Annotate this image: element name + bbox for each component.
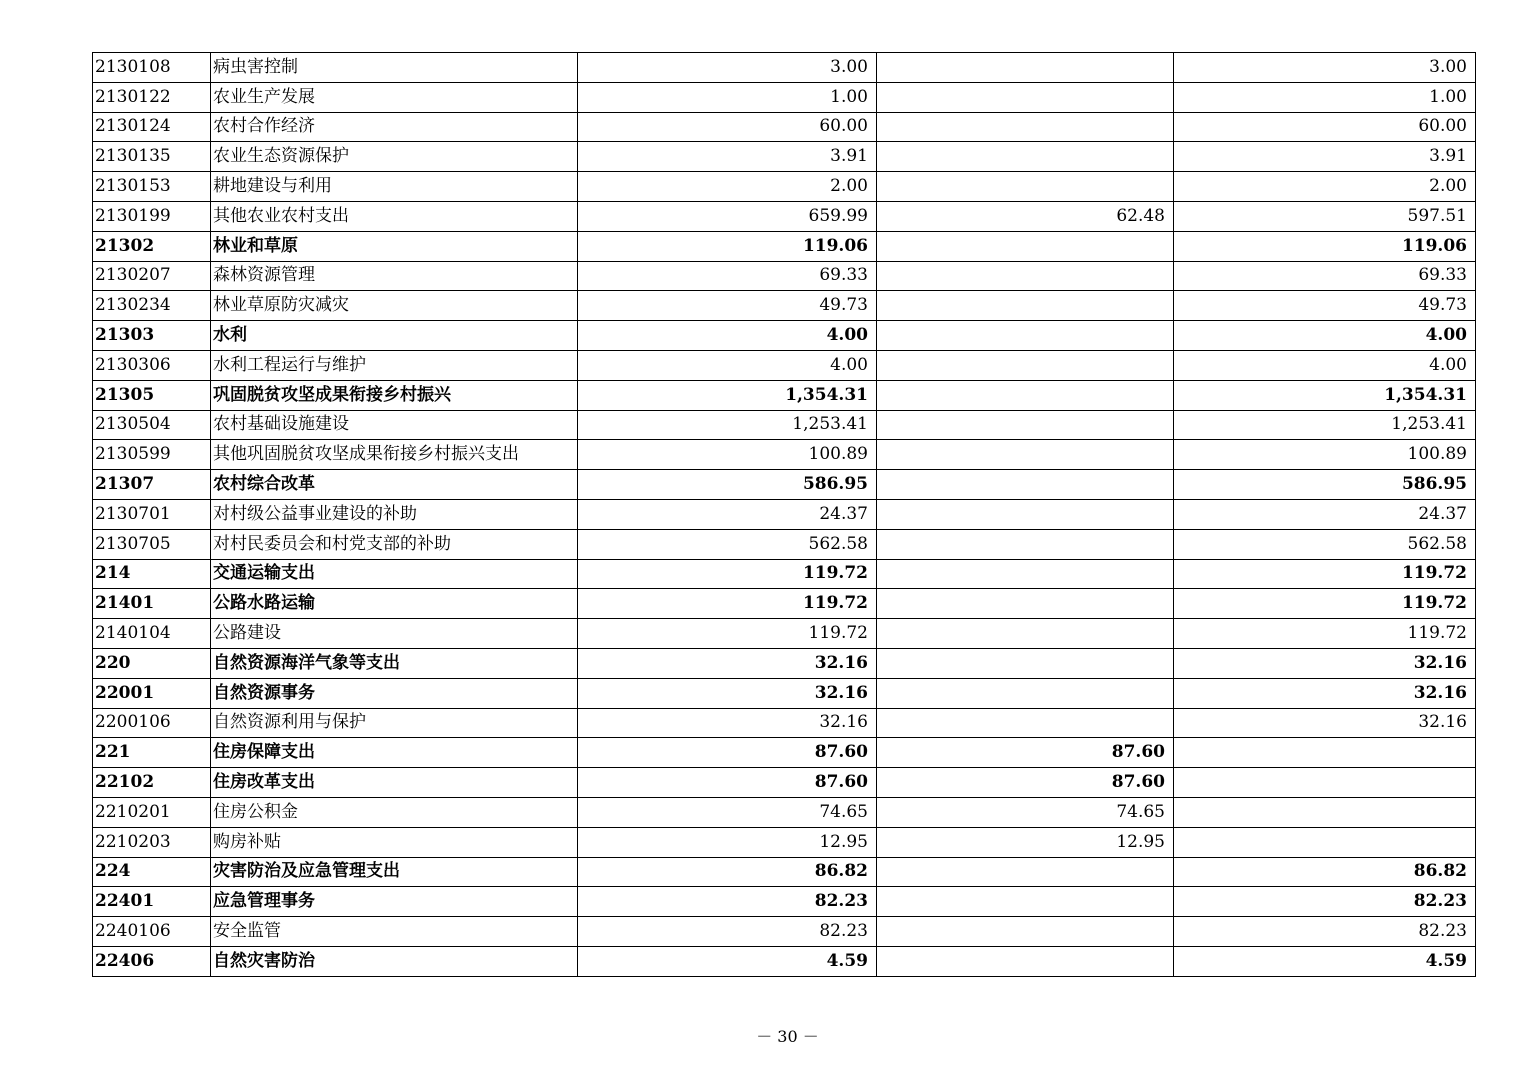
cell-project: 4.59 (1174, 946, 1476, 976)
table-row (93, 827, 1476, 857)
cell-basic (877, 857, 1174, 887)
cell-code: 22102 (93, 768, 211, 798)
cell-total: 49.73 (578, 291, 877, 321)
table-row (93, 321, 1476, 351)
cell-project: 86.82 (1174, 857, 1476, 887)
cell-total: 1,253.41 (578, 410, 877, 440)
cell-code: 2130207 (93, 261, 211, 291)
cell-code: 2130108 (93, 53, 211, 83)
cell-total: 3.00 (578, 53, 877, 83)
cell-name: 水利工程运行与维护 (211, 350, 578, 380)
cell-name: 住房公积金 (211, 797, 578, 827)
cell-project: 24.37 (1174, 499, 1476, 529)
cell-name: 自然资源事务 (211, 678, 578, 708)
cell-total: 1,354.31 (578, 380, 877, 410)
table-row (93, 82, 1476, 112)
cell-project: 60.00 (1174, 112, 1476, 142)
cell-basic (877, 499, 1174, 529)
table-row (93, 410, 1476, 440)
table-row (93, 112, 1476, 142)
cell-project (1174, 768, 1476, 798)
cell-name: 农村合作经济 (211, 112, 578, 142)
cell-name: 对村民委员会和村党支部的补助 (211, 529, 578, 559)
cell-project: 82.23 (1174, 887, 1476, 917)
cell-code: 220 (93, 648, 211, 678)
table-row (93, 470, 1476, 500)
cell-name: 农业生产发展 (211, 82, 578, 112)
cell-basic (877, 321, 1174, 351)
cell-basic (877, 112, 1174, 142)
cell-project: 32.16 (1174, 708, 1476, 738)
table-row (93, 440, 1476, 470)
table-row (93, 172, 1476, 202)
cell-code: 2200106 (93, 708, 211, 738)
page-number: － 30 － (756, 1027, 819, 1046)
cell-total: 12.95 (578, 827, 877, 857)
cell-basic (877, 648, 1174, 678)
cell-name: 病虫害控制 (211, 53, 578, 83)
cell-basic (877, 589, 1174, 619)
cell-name: 水利 (211, 321, 578, 351)
table-row (93, 768, 1476, 798)
cell-code: 21307 (93, 470, 211, 500)
cell-total: 82.23 (578, 887, 877, 917)
cell-code: 22001 (93, 678, 211, 708)
table-row (93, 291, 1476, 321)
cell-name: 林业草原防灾减灾 (211, 291, 578, 321)
cell-basic: 74.65 (877, 797, 1174, 827)
table-row (93, 231, 1476, 261)
cell-code: 2130153 (93, 172, 211, 202)
cell-code: 221 (93, 738, 211, 768)
table-row (93, 589, 1476, 619)
table-row (93, 619, 1476, 649)
cell-total: 87.60 (578, 738, 877, 768)
cell-name: 对村级公益事业建设的补助 (211, 499, 578, 529)
cell-code: 2130199 (93, 201, 211, 231)
table-row (93, 499, 1476, 529)
cell-project: 562.58 (1174, 529, 1476, 559)
cell-project: 119.06 (1174, 231, 1476, 261)
cell-total: 60.00 (578, 112, 877, 142)
cell-name: 农业生态资源保护 (211, 142, 578, 172)
cell-name: 住房保障支出 (211, 738, 578, 768)
cell-basic (877, 291, 1174, 321)
table-row (93, 887, 1476, 917)
table-row (93, 738, 1476, 768)
cell-total: 562.58 (578, 529, 877, 559)
cell-total: 74.65 (578, 797, 877, 827)
cell-code: 2130124 (93, 112, 211, 142)
cell-code: 2130599 (93, 440, 211, 470)
cell-code: 2210203 (93, 827, 211, 857)
cell-code: 2130701 (93, 499, 211, 529)
cell-name: 自然资源利用与保护 (211, 708, 578, 738)
cell-total: 4.00 (578, 321, 877, 351)
cell-code: 2240106 (93, 917, 211, 947)
cell-basic (877, 440, 1174, 470)
cell-total: 87.60 (578, 768, 877, 798)
cell-name: 其他巩固脱贫攻坚成果衔接乡村振兴支出 (211, 440, 578, 470)
cell-project: 119.72 (1174, 619, 1476, 649)
cell-project: 49.73 (1174, 291, 1476, 321)
cell-total: 4.59 (578, 946, 877, 976)
cell-code: 22406 (93, 946, 211, 976)
table-row (93, 201, 1476, 231)
cell-code: 2130135 (93, 142, 211, 172)
cell-code: 2130234 (93, 291, 211, 321)
cell-code: 21305 (93, 380, 211, 410)
cell-name: 交通运输支出 (211, 559, 578, 589)
cell-project: 4.00 (1174, 350, 1476, 380)
cell-total: 100.89 (578, 440, 877, 470)
cell-project (1174, 797, 1476, 827)
cell-project (1174, 738, 1476, 768)
cell-total: 86.82 (578, 857, 877, 887)
cell-name: 公路建设 (211, 619, 578, 649)
cell-total: 32.16 (578, 678, 877, 708)
cell-total: 119.72 (578, 619, 877, 649)
cell-name: 耕地建设与利用 (211, 172, 578, 202)
cell-total: 586.95 (578, 470, 877, 500)
cell-project: 69.33 (1174, 261, 1476, 291)
cell-basic: 87.60 (877, 768, 1174, 798)
cell-project: 597.51 (1174, 201, 1476, 231)
cell-name: 购房补贴 (211, 827, 578, 857)
cell-total: 4.00 (578, 350, 877, 380)
cell-basic (877, 380, 1174, 410)
cell-project: 2.00 (1174, 172, 1476, 202)
cell-code: 21303 (93, 321, 211, 351)
cell-basic (877, 231, 1174, 261)
cell-name: 林业和草原 (211, 231, 578, 261)
cell-name: 安全监管 (211, 917, 578, 947)
cell-total: 32.16 (578, 708, 877, 738)
cell-basic (877, 350, 1174, 380)
cell-total: 1.00 (578, 82, 877, 112)
cell-basic (877, 678, 1174, 708)
cell-project (1174, 827, 1476, 857)
cell-total: 69.33 (578, 261, 877, 291)
cell-name: 巩固脱贫攻坚成果衔接乡村振兴 (211, 380, 578, 410)
table-body (93, 53, 1476, 977)
cell-total: 119.72 (578, 559, 877, 589)
cell-code: 21302 (93, 231, 211, 261)
cell-project: 100.89 (1174, 440, 1476, 470)
cell-name: 其他农业农村支出 (211, 201, 578, 231)
cell-total: 3.91 (578, 142, 877, 172)
cell-code: 21401 (93, 589, 211, 619)
cell-project: 82.23 (1174, 917, 1476, 947)
cell-basic (877, 82, 1174, 112)
cell-basic (877, 887, 1174, 917)
cell-code: 2130504 (93, 410, 211, 440)
table-row (93, 350, 1476, 380)
cell-code: 22401 (93, 887, 211, 917)
cell-project: 32.16 (1174, 678, 1476, 708)
cell-project: 586.95 (1174, 470, 1476, 500)
cell-code: 2130122 (93, 82, 211, 112)
cell-basic (877, 261, 1174, 291)
cell-name: 公路水路运输 (211, 589, 578, 619)
cell-basic (877, 946, 1174, 976)
cell-project: 3.00 (1174, 53, 1476, 83)
cell-name: 森林资源管理 (211, 261, 578, 291)
budget-table (92, 52, 1476, 977)
table-row (93, 917, 1476, 947)
cell-code: 214 (93, 559, 211, 589)
cell-total: 2.00 (578, 172, 877, 202)
cell-basic: 62.48 (877, 201, 1174, 231)
cell-name: 自然灾害防治 (211, 946, 578, 976)
cell-total: 119.06 (578, 231, 877, 261)
cell-project: 4.00 (1174, 321, 1476, 351)
cell-basic (877, 410, 1174, 440)
cell-name: 农村基础设施建设 (211, 410, 578, 440)
cell-project: 1,354.31 (1174, 380, 1476, 410)
cell-project: 3.91 (1174, 142, 1476, 172)
cell-total: 32.16 (578, 648, 877, 678)
cell-project: 1.00 (1174, 82, 1476, 112)
cell-basic: 87.60 (877, 738, 1174, 768)
table-row (93, 261, 1476, 291)
cell-basic (877, 172, 1174, 202)
cell-name: 灾害防治及应急管理支出 (211, 857, 578, 887)
cell-name: 住房改革支出 (211, 768, 578, 798)
table-row (93, 708, 1476, 738)
cell-basic (877, 708, 1174, 738)
cell-project: 1,253.41 (1174, 410, 1476, 440)
cell-basic (877, 142, 1174, 172)
cell-total: 659.99 (578, 201, 877, 231)
cell-name: 自然资源海洋气象等支出 (211, 648, 578, 678)
cell-basic: 12.95 (877, 827, 1174, 857)
cell-total: 24.37 (578, 499, 877, 529)
cell-basic (877, 529, 1174, 559)
cell-basic (877, 470, 1174, 500)
cell-code: 224 (93, 857, 211, 887)
table-row (93, 648, 1476, 678)
cell-project: 119.72 (1174, 559, 1476, 589)
cell-code: 2140104 (93, 619, 211, 649)
table-row (93, 529, 1476, 559)
cell-basic (877, 619, 1174, 649)
table-row (93, 380, 1476, 410)
table-row (93, 559, 1476, 589)
table-row (93, 857, 1476, 887)
cell-total: 119.72 (578, 589, 877, 619)
table-row (93, 53, 1476, 83)
table-row (93, 946, 1476, 976)
cell-name: 农村综合改革 (211, 470, 578, 500)
table-row (93, 678, 1476, 708)
cell-project: 32.16 (1174, 648, 1476, 678)
cell-project: 119.72 (1174, 589, 1476, 619)
cell-basic (877, 917, 1174, 947)
table-row (93, 142, 1476, 172)
cell-code: 2130306 (93, 350, 211, 380)
table-row (93, 797, 1476, 827)
cell-code: 2130705 (93, 529, 211, 559)
cell-basic (877, 53, 1174, 83)
cell-total: 82.23 (578, 917, 877, 947)
cell-code: 2210201 (93, 797, 211, 827)
cell-basic (877, 559, 1174, 589)
cell-name: 应急管理事务 (211, 887, 578, 917)
